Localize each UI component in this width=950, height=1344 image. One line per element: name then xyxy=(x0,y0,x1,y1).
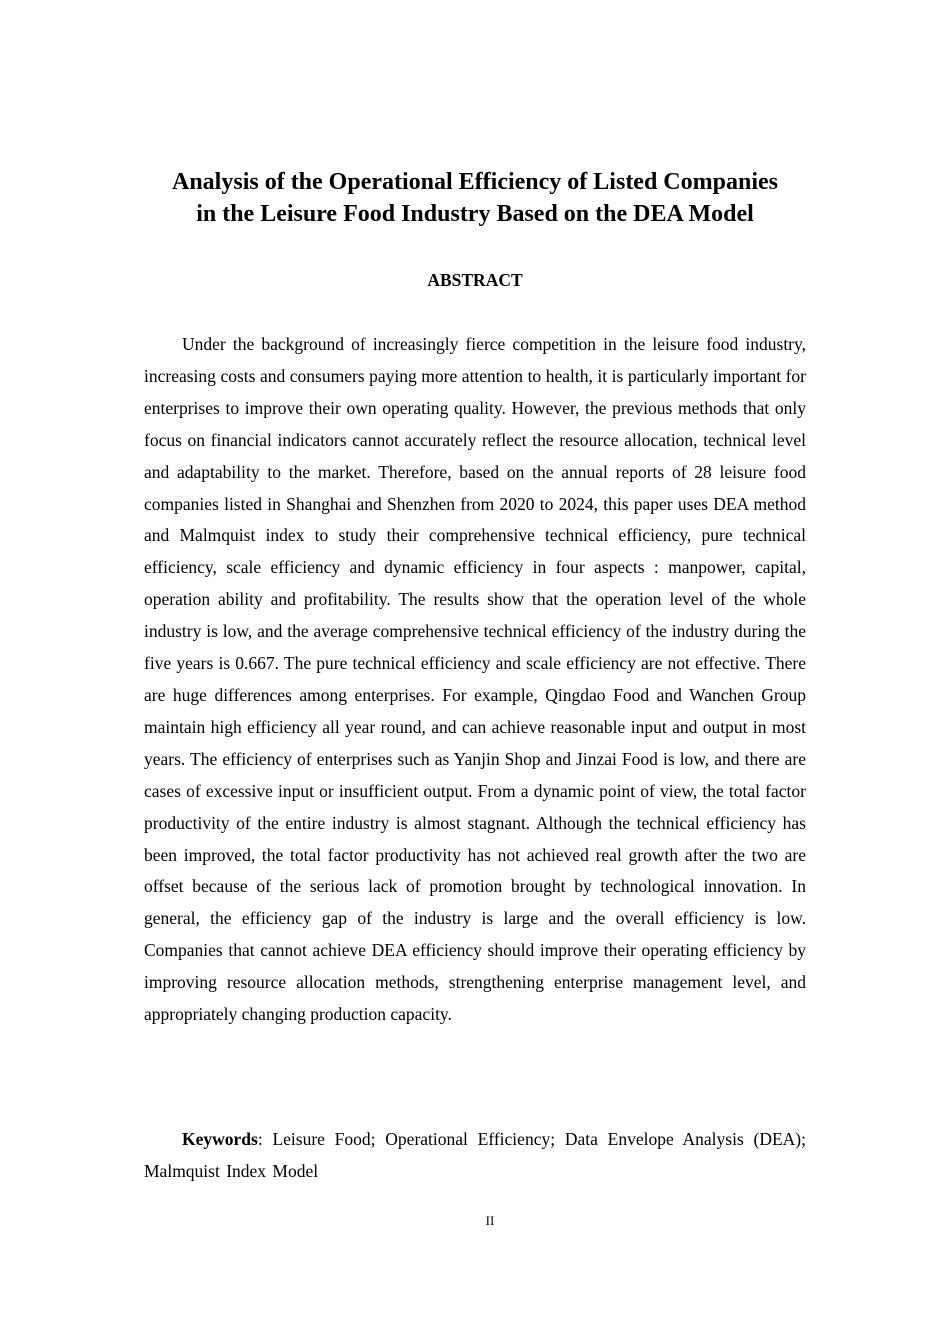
paper-title-line-2: in the Leisure Food Industry Based on the DEA Model xyxy=(196,201,754,227)
keywords-text: : Leisure Food; Operational Efficiency; Data Envelope Analysis (DEA); Malmquist Index Model xyxy=(144,1129,806,1181)
keywords-paragraph xyxy=(144,1123,806,1187)
paper-title xyxy=(100,166,850,230)
keywords-label: Keywords xyxy=(182,1129,258,1149)
abstract-body: Under the background of increasingly fierce competition in the leisure food industry, increasing costs and consumers paying more attention to health, it is particularly important for enterprises to improve their own operating quality. However, the previous methods that only focus on financial indicators cannot accurately reflect the resource allocation, technical level and adaptability to the market. Therefore, based on the annual reports of 28 leisure food companies listed in Shanghai and Shenzhen from 2020 to 2024, this paper uses DEA method and Malmquist index to study their comprehensive technical efficiency, pure technical efficiency, scale efficiency and dynamic efficiency in four aspects : manpower, capital, operation ability and profitability. The results show that the operation level of the whole industry is low, and the average comprehensive technical efficiency of the industry during the five years is 0.667. The pure technical efficiency and scale efficiency are not effective. There are huge differences among enterprises. For example, Qingdao Food and Wanchen Group maintain high efficiency all year round, and can achieve reasonable input and output in most years. The efficiency of enterprises such as Yanjin Shop and Jinzai Food is low, and there are cases of excessive input or insufficient output. From a dynamic point of view, the total factor productivity of the entire industry is almost stagnant. Although the technical efficiency has been improved, the total factor productivity has not achieved real growth after the two are offset because of the serious lack of promotion brought by technological innovation. In general, the efficiency gap of the industry is large and the overall efficiency is low. Companies that cannot achieve DEA efficiency should improve their operating efficiency by improving resource allocation methods, strengthening enterprise management level, and appropriately changing production capacity. xyxy=(144,334,806,1025)
abstract-heading: ABSTRACT xyxy=(427,270,523,290)
paper-title-line-1: Analysis of the Operational Efficiency of Listed Companies xyxy=(172,169,778,195)
page-number: II xyxy=(485,1213,495,1228)
